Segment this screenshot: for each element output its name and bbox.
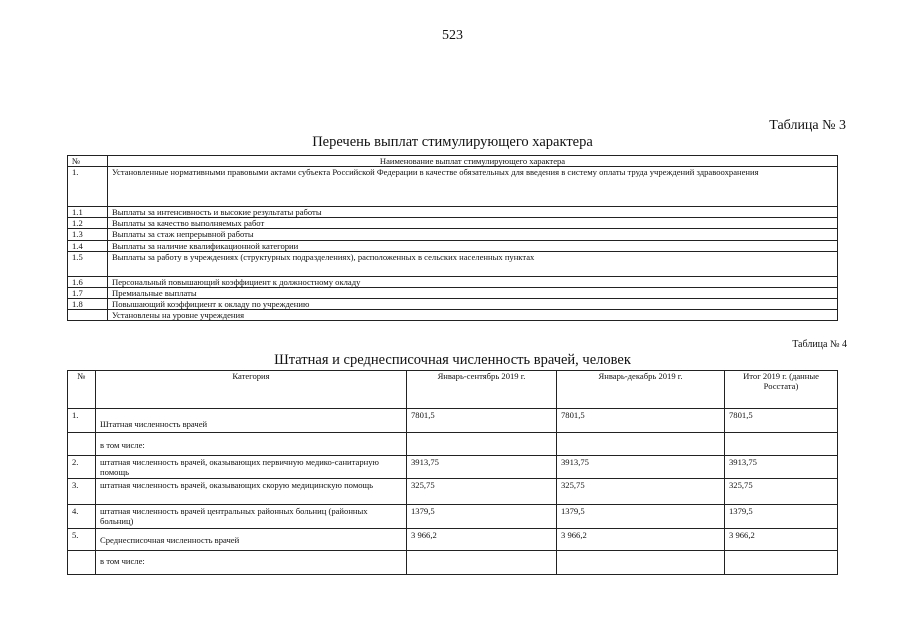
row-category-text: Среднесписочная численность врачей [100, 535, 240, 545]
row-name: Выплаты за интенсивность и высокие результаты работы [108, 207, 838, 218]
row-total [725, 551, 838, 575]
row-jan-sep: 3913,75 [407, 456, 557, 479]
table-row [68, 287, 838, 298]
table-header-row [68, 371, 838, 409]
row-category: штатная численность врачей, оказывающих первичную медико-санитарную помощь [96, 456, 407, 479]
row-name: Премиальные выплаты [108, 287, 838, 298]
row-category: штатная численность врачей центральных районных больниц (районных больниц) [96, 505, 407, 529]
payments-table [67, 155, 838, 321]
header-name: Наименование выплат стимулирующего характера [108, 156, 838, 167]
row-jan-sep [407, 433, 557, 456]
header-num: № [68, 156, 108, 167]
row-num: 1.2 [68, 218, 108, 229]
table-row [68, 251, 838, 276]
table-row [68, 167, 838, 207]
row-total: 3 966,2 [725, 529, 838, 551]
page-number: 523 [442, 28, 463, 43]
header-num: № [68, 371, 96, 409]
row-name: Повышающий коэффициент к окладу по учреждению [108, 298, 838, 309]
row-jan-dec [557, 551, 725, 575]
table-row [68, 456, 838, 479]
row-jan-dec: 3 966,2 [557, 529, 725, 551]
row-jan-sep: 1379,5 [407, 505, 557, 529]
row-category [96, 551, 407, 575]
table-row [68, 276, 838, 287]
row-total [725, 433, 838, 456]
table3-label: Таблица № 3 [769, 118, 846, 133]
staffing-table [67, 370, 838, 575]
row-jan-dec: 325,75 [557, 479, 725, 505]
row-category: штатная численность врачей, оказывающих скорую медицинскую помощь [96, 479, 407, 505]
row-jan-dec [557, 433, 725, 456]
table-row [68, 409, 838, 433]
row-name: Выплаты за наличие квалификационной категории [108, 240, 838, 251]
row-category [96, 529, 407, 551]
table-row [68, 218, 838, 229]
table-row [68, 207, 838, 218]
row-jan-sep [407, 551, 557, 575]
row-total: 3913,75 [725, 456, 838, 479]
row-num [68, 433, 96, 456]
header-category: Категория [96, 371, 407, 409]
row-num: 1.3 [68, 229, 108, 240]
row-name: Выплаты за качество выполняемых работ [108, 218, 838, 229]
table-row [68, 229, 838, 240]
table-row [68, 529, 838, 551]
row-jan-dec: 7801,5 [557, 409, 725, 433]
row-jan-dec: 1379,5 [557, 505, 725, 529]
row-num: 1. [68, 409, 96, 433]
table4-title: Штатная и среднесписочная численность врачей, человек [274, 352, 631, 368]
table-row [68, 433, 838, 456]
row-name: Установлены на уровне учреждения [108, 310, 838, 321]
row-jan-sep: 7801,5 [407, 409, 557, 433]
row-category-text: Штатная численность врачей [100, 419, 208, 429]
row-num: 2. [68, 456, 96, 479]
row-num: 1.4 [68, 240, 108, 251]
header-jan-dec: Январь-декабрь 2019 г. [557, 371, 725, 409]
row-num: 1.5 [68, 251, 108, 276]
row-num: 1.6 [68, 276, 108, 287]
table-row [68, 240, 838, 251]
row-num: 1.8 [68, 298, 108, 309]
row-num [68, 551, 96, 575]
row-num: 1.7 [68, 287, 108, 298]
row-category [96, 409, 407, 433]
row-name: Выплаты за работу в учреждениях (структурных подразделениях), расположенных в сельских населенных пунктах [108, 251, 838, 276]
header-total: Итог 2019 г. (данные Росстата) [725, 371, 838, 409]
row-name: Выплаты за стаж непрерывной работы [108, 229, 838, 240]
row-category [96, 433, 407, 456]
table-header-row [68, 156, 838, 167]
row-num: 1. [68, 167, 108, 207]
row-name: Персональный повышающий коэффициент к должностному окладу [108, 276, 838, 287]
table-row [68, 551, 838, 575]
row-name: Установленные нормативными правовыми актами субъекта Российской Федерации в качестве обязательных для введения в систему оплаты труда учреждений здравоохранения [108, 167, 838, 207]
row-num [68, 310, 108, 321]
row-num: 5. [68, 529, 96, 551]
row-category-text: в том числе: [100, 556, 145, 566]
table-row [68, 505, 838, 529]
table3-title: Перечень выплат стимулирующего характера [312, 134, 593, 150]
row-jan-sep: 325,75 [407, 479, 557, 505]
row-total: 1379,5 [725, 505, 838, 529]
row-jan-dec: 3913,75 [557, 456, 725, 479]
row-num: 1.1 [68, 207, 108, 218]
row-total: 325,75 [725, 479, 838, 505]
header-jan-sep: Январь-сентябрь 2019 г. [407, 371, 557, 409]
table-row [68, 310, 838, 321]
row-total: 7801,5 [725, 409, 838, 433]
table-row [68, 298, 838, 309]
table4-label: Таблица № 4 [792, 339, 847, 350]
row-num: 4. [68, 505, 96, 529]
row-jan-sep: 3 966,2 [407, 529, 557, 551]
table-row [68, 479, 838, 505]
row-category-text: в том числе: [100, 440, 145, 450]
row-num: 3. [68, 479, 96, 505]
